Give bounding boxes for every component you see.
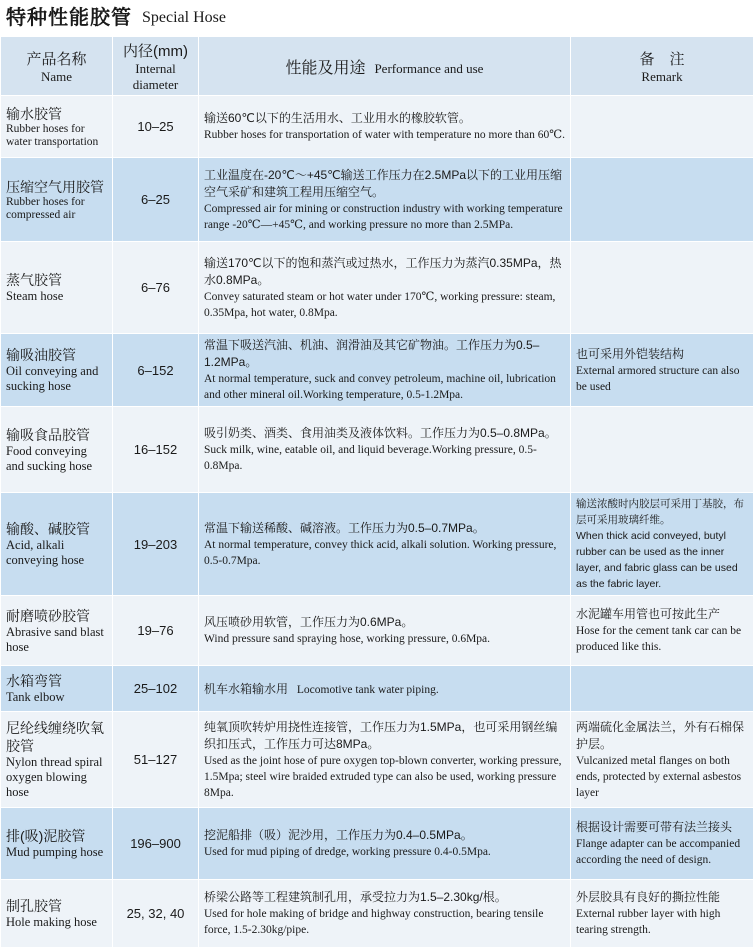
diameter-cell: 19–203 (113, 493, 199, 596)
performance-cell (199, 158, 571, 242)
remark-zh: 根据设计需要可带有法兰接头 (576, 819, 748, 836)
product-name-zh: 蒸气胶管 (6, 271, 107, 289)
header-performance-en: Performance and use (374, 61, 483, 76)
product-name-cell (1, 334, 113, 407)
remark-zh: 水泥罐车用管也可按此生产 (576, 606, 748, 623)
performance-zh: 机车水箱输水用 (204, 682, 288, 696)
diameter-cell: 51–127 (113, 712, 199, 808)
performance-cell (199, 407, 571, 493)
remark-en: External rubber layer with high tearing strength. (576, 906, 748, 938)
remark-cell (571, 666, 753, 712)
product-name-zh: 输吸食品胶管 (6, 426, 107, 444)
product-name-zh: 耐磨喷砂胶管 (6, 607, 107, 625)
performance-en: Used for mud piping of dredge, working pressure 0.4-0.5Mpa. (204, 844, 565, 860)
header-diameter-en: Internal diameter (117, 61, 194, 93)
hose-spec-table (0, 36, 753, 948)
remark-zh: 也可采用外铠装结构 (576, 346, 748, 363)
performance-en: Used as the joint hose of pure oxygen top-blown converter, working pressure, 1.5Mpa; steel wire braided extruded type can also be used, working pressure 8Mpa. (204, 753, 565, 801)
product-name-cell (1, 158, 113, 242)
performance-cell (199, 596, 571, 666)
performance-zh: 常温下吸送汽油、机油、润滑油及其它矿物油。工作压力为0.5–1.2MPa。 (204, 337, 565, 371)
remark-cell (571, 808, 753, 880)
remark-en: Vulcanized metal flanges on both ends, protected by external asbestos layer (576, 753, 748, 801)
product-name-en: Food conveying and sucking hose (6, 444, 107, 474)
table-row (1, 712, 753, 808)
diameter-cell: 19–76 (113, 596, 199, 666)
performance-zh: 纯氧顶吹转炉用挠性连接管，工作压力为1.5MPa，也可采用钢丝编织扣压式，工作压力可达8MPa。 (204, 719, 565, 753)
product-name-zh: 制孔胶管 (6, 897, 107, 915)
table-row (1, 96, 753, 158)
product-name-zh: 尼纶线缠绕吹氧胶管 (6, 719, 107, 755)
table-row (1, 880, 753, 948)
product-name-cell (1, 596, 113, 666)
product-name-cell (1, 242, 113, 334)
performance-cell (199, 242, 571, 334)
performance-en: At normal temperature, suck and convey petroleum, machine oil, lubrication and other mineral oil.Working temperature, 0.5-1.2Mpa. (204, 371, 565, 403)
performance-zh: 吸引奶类、酒类、食用油类及液体饮料。工作压力为0.5–0.8MPa。 (204, 425, 565, 442)
performance-zh: 输送60℃以下的生活用水、工业用水的橡胶软管。 (204, 110, 565, 127)
product-name-en: Acid, alkali conveying hose (6, 538, 107, 568)
diameter-cell: 16–152 (113, 407, 199, 493)
header-diameter-zh: 内径(mm) (117, 40, 194, 61)
header-name-zh: 产品名称 (5, 48, 108, 69)
product-name-en: Rubber hoses for water transportation (6, 123, 107, 149)
performance-en: Used for hole making of bridge and highway construction, bearing tensile force, 1.5-2.30kg/pipe. (204, 906, 565, 938)
header-name-en: Name (5, 69, 108, 85)
product-name-en: Hole making hose (6, 915, 107, 930)
remark-en: Flange adapter can be accompanied according the need of design. (576, 836, 748, 868)
performance-cell (199, 666, 571, 712)
product-name-cell (1, 493, 113, 596)
remark-cell (571, 96, 753, 158)
performance-zh: 常温下输送稀酸、碱溶液。工作压力为0.5–0.7MPa。 (204, 520, 565, 537)
remark-en: External armored structure can also be used (576, 363, 748, 395)
performance-cell (199, 334, 571, 407)
remark-zh: 两端硫化金属法兰，外有石棉保护层。 (576, 719, 748, 753)
header-name (1, 37, 113, 96)
performance-cell (199, 493, 571, 596)
product-name-en: Rubber hoses for compressed air (6, 196, 107, 222)
remark-cell (571, 493, 753, 596)
header-row (1, 37, 753, 96)
diameter-cell: 6–152 (113, 334, 199, 407)
performance-zh: 桥梁公路等工程建筑制孔用，承受拉力为1.5–2.30kg/根。 (204, 889, 565, 906)
remark-cell (571, 596, 753, 666)
product-name-en: Abrasive sand blast hose (6, 625, 107, 655)
product-name-en: Steam hose (6, 289, 107, 304)
product-name-cell (1, 712, 113, 808)
product-name-cell (1, 407, 113, 493)
table-row (1, 158, 753, 242)
remark-cell (571, 407, 753, 493)
product-name-zh: 压缩空气用胶管 (6, 178, 107, 196)
performance-en: Wind pressure sand spraying hose, working pressure, 0.6Mpa. (204, 631, 565, 647)
table-row (1, 808, 753, 880)
product-name-zh: 输水胶管 (6, 105, 107, 123)
diameter-cell: 25, 32, 40 (113, 880, 199, 948)
remark-en: When thick acid conveyed, butyl rubber can be used as the inner layer, and fabric glass can be used as the fabric layer. (576, 528, 748, 592)
remark-cell (571, 880, 753, 948)
performance-en: Rubber hoses for transportation of water with temperature no more than 60℃. (204, 127, 565, 143)
remark-zh: 外层胶具有良好的撕拉性能 (576, 889, 748, 906)
diameter-cell: 6–25 (113, 158, 199, 242)
performance-en: Compressed air for mining or construction industry with working temperature range -20℃—+45℃, and working pressure no more than 2.5MPa. (204, 201, 565, 233)
performance-en: Locomotive tank water piping. (297, 684, 439, 696)
table-row (1, 407, 753, 493)
diameter-cell: 196–900 (113, 808, 199, 880)
remark-cell (571, 158, 753, 242)
header-performance-zh: 性能及用途 (286, 60, 366, 77)
remark-cell (571, 334, 753, 407)
product-name-en: Mud pumping hose (6, 845, 107, 860)
performance-cell (199, 712, 571, 808)
page-title (0, 0, 753, 36)
performance-zh: 挖泥船排（吸）泥沙用，工作压力为0.4–0.5MPa。 (204, 827, 565, 844)
product-name-cell (1, 880, 113, 948)
diameter-cell: 6–76 (113, 242, 199, 334)
product-name-en: Nylon thread spiral oxygen blowing hose (6, 755, 107, 800)
table-row (1, 242, 753, 334)
performance-zh: 工业温度在-20℃～+45℃输送工作压力在2.5MPa以下的工业用压缩空气采矿和建筑工程用压缩空气。 (204, 167, 565, 201)
header-remark (571, 37, 753, 96)
table-row (1, 334, 753, 407)
product-name-zh: 水箱弯管 (6, 672, 107, 690)
header-diameter (113, 37, 199, 96)
header-performance (199, 37, 571, 96)
performance-cell (199, 808, 571, 880)
header-remark-zh: 备 注 (575, 48, 749, 69)
title-zh: 特种性能胶管 (6, 10, 132, 27)
performance-en: Convey saturated steam or hot water under 170℃, working pressure: steam, 0.35Mpa, hot water, 0.8Mpa. (204, 289, 565, 321)
header-remark-en: Remark (575, 69, 749, 85)
product-name-zh: 输酸、碱胶管 (6, 520, 107, 538)
product-name-cell (1, 96, 113, 158)
performance-cell (199, 96, 571, 158)
title-en: Special Hose (142, 10, 226, 26)
product-name-en: Tank elbow (6, 690, 107, 705)
remark-zh: 输送浓酸时内胶层可采用丁基胶，布层可采用玻璃纤维。 (576, 496, 748, 528)
table-row (1, 493, 753, 596)
remark-cell (571, 242, 753, 334)
remark-cell (571, 712, 753, 808)
performance-zh: 输送170℃以下的饱和蒸汽或过热水，工作压力为蒸汽0.35MPa，热水0.8MPa。 (204, 255, 565, 289)
performance-cell (199, 880, 571, 948)
performance-en: Suck milk, wine, eatable oil, and liquid beverage.Working pressure, 0.5-0.8Mpa. (204, 442, 565, 474)
table-row (1, 596, 753, 666)
product-name-en: Oil conveying and sucking hose (6, 364, 107, 394)
product-name-cell (1, 808, 113, 880)
diameter-cell: 25–102 (113, 666, 199, 712)
diameter-cell: 10–25 (113, 96, 199, 158)
product-name-zh: 排(吸)泥胶管 (6, 827, 107, 845)
product-name-zh: 输吸油胶管 (6, 346, 107, 364)
performance-en: At normal temperature, convey thick acid, alkali solution. Working pressure, 0.5-0.7Mpa. (204, 537, 565, 569)
performance-zh: 风压喷砂用软管，工作压力为0.6MPa。 (204, 614, 565, 631)
product-name-cell (1, 666, 113, 712)
table-row (1, 666, 753, 712)
remark-en: Hose for the cement tank car can be produced like this. (576, 623, 748, 655)
